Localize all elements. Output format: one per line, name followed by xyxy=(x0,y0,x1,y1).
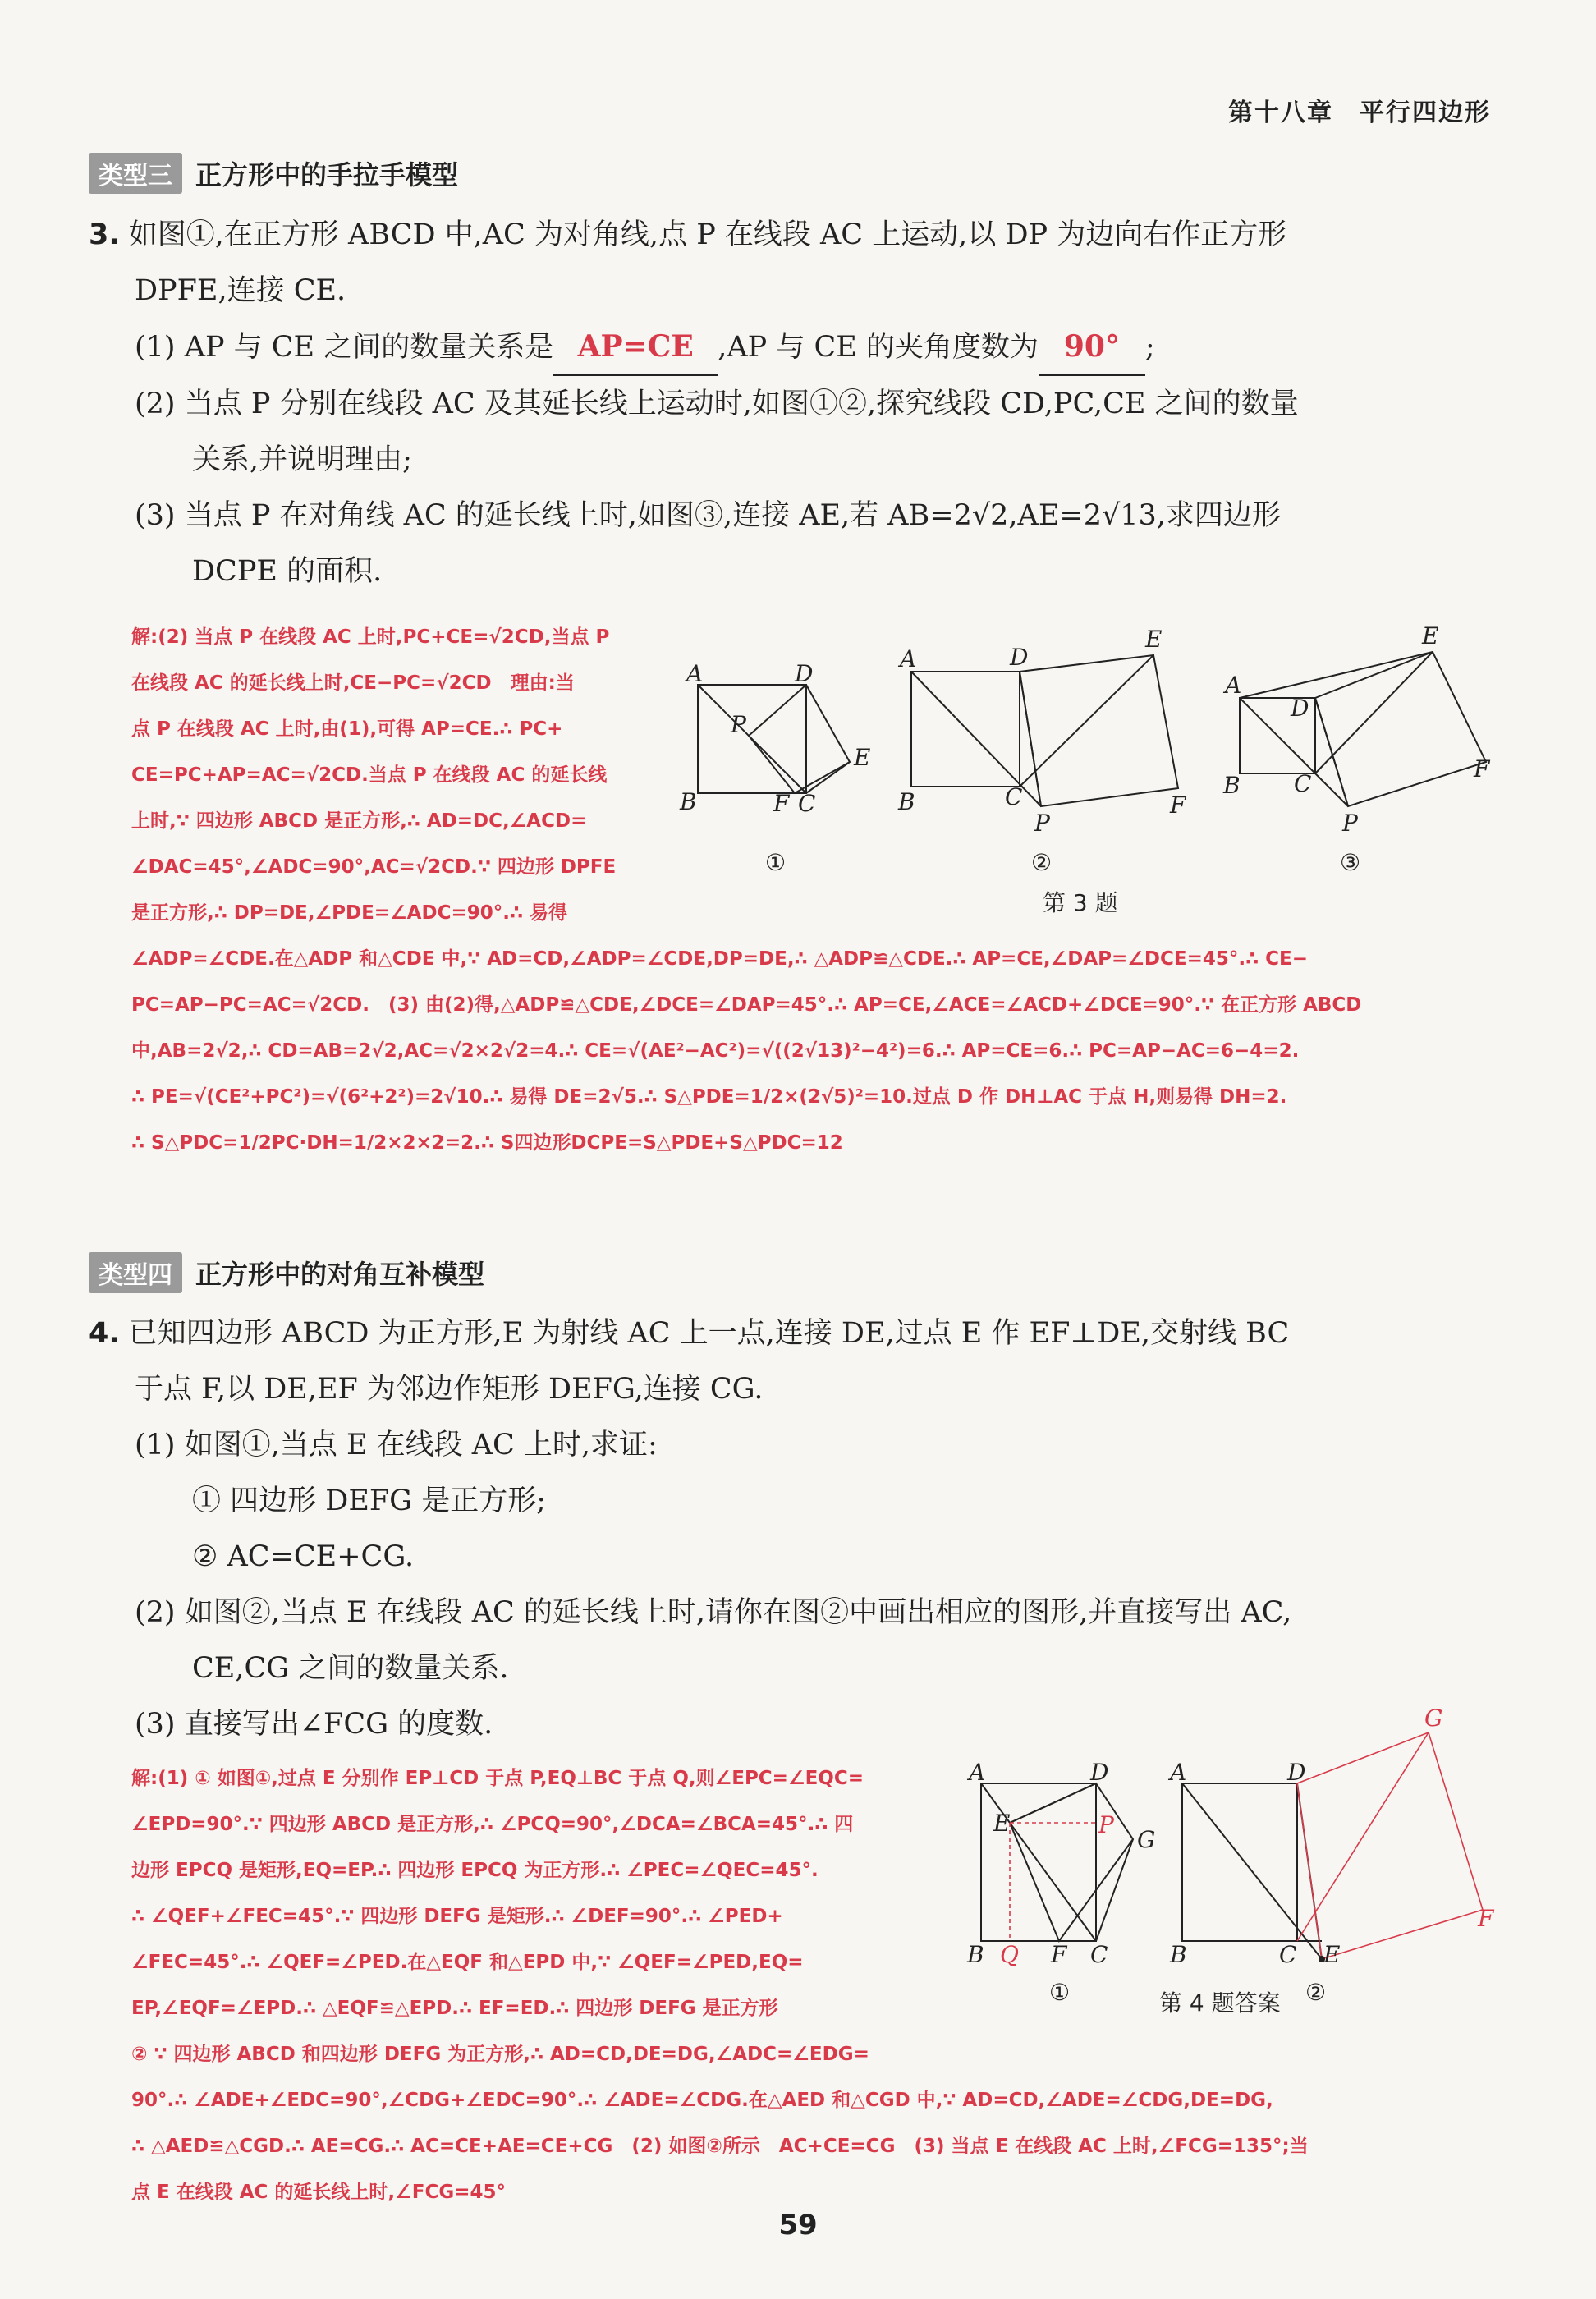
svg-text:E: E xyxy=(1145,626,1163,653)
q4-fig2-square-defg xyxy=(1297,1732,1483,1959)
question-4-part-1: (1) 如图①,当点 E 在线段 AC 上时,求证: xyxy=(135,1429,658,1462)
svg-text:F: F xyxy=(1170,792,1186,819)
question-3-part-3-line-1: (3) 当点 P 在对角线 AC 的延长线上时,如图③,连接 AE,若 AB=2√2,AE=2√13,求四边形 xyxy=(135,499,1281,532)
question-4-stem-1: 已知四边形 ABCD 为正方形,E 为射线 AC 上一点,连接 DE,过点 E 作 EF⊥DE,交射线 BC xyxy=(128,1317,1290,1350)
q4-fig-label-1: ① xyxy=(1049,1979,1071,2003)
svg-text:A: A xyxy=(1225,672,1242,699)
svg-text:D: D xyxy=(1291,695,1309,722)
section-4-title: 正方形中的对角互补模型 xyxy=(195,1259,485,1290)
svg-text:Q: Q xyxy=(1000,1941,1019,1968)
svg-text:B: B xyxy=(967,1941,984,1968)
page-number: 59 xyxy=(778,2209,818,2242)
q3-p1-text-a: (1) AP 与 CE 之间的数量关系是 xyxy=(135,331,554,364)
q3-answer-2: 90° xyxy=(1039,319,1145,376)
svg-text:P: P xyxy=(731,711,746,738)
q3-solution-line: CE=PC+AP=AC=√2CD.当点 P 在线段 AC 的延长线 xyxy=(131,764,608,786)
svg-text:B: B xyxy=(680,788,697,815)
q3-solution-line: 解:(2) 当点 P 在线段 AC 上时,PC+CE=√2CD,当点 P xyxy=(131,626,610,648)
svg-text:F: F xyxy=(1478,1905,1494,1932)
question-4-number: 4. xyxy=(89,1317,120,1350)
q4-solution-line: 90°.∴ ∠ADE+∠EDC=90°,∠CDG+∠EDC=90°.∴ ∠ADE=∠CDG.在△AED 和△CGD 中,∵ AD=CD,∠ADE=∠CDG,DE=DG, xyxy=(131,2090,1273,2111)
svg-text:P: P xyxy=(1342,810,1358,837)
q4-figures xyxy=(961,1708,1502,2003)
q4-solution-wide xyxy=(131,2077,1494,2215)
q3-fig-label-2: ② xyxy=(1031,849,1053,876)
q4-solution-line: EP,∠EQF=∠EPD.∴ △EQF≌△EPD.∴ EF=ED.∴ 四边形 DEFG 是正方形 xyxy=(131,1998,778,2019)
q3-figure-labels xyxy=(679,622,1491,837)
question-3-part-3-line-2: DCPE 的面积. xyxy=(192,555,383,588)
section-3-heading xyxy=(89,153,458,194)
q4-solution-narrow xyxy=(131,1755,961,2077)
question-4-part-2-line-2: CE,CG 之间的数量关系. xyxy=(192,1652,509,1685)
question-3 xyxy=(89,207,1509,599)
q3-solution-line: PC=AP−PC=AC=√2CD. (3) 由(2)得,△ADP≌△CDE,∠DCE=∠DAP=45°.∴ AP=CE,∠ACE=∠ACD+∠DCE=90°.∵ 在正方形 ABCD xyxy=(131,994,1362,1016)
q3-solution-line: ∴ S△PDC=1/2PC·DH=1/2×2×2=2.∴ S四边形DCPE=S△PDE+S△PDC=12 xyxy=(131,1132,843,1154)
q3-solution-line: ∴ PE=√(CE²+PC²)=√(6²+2²)=2√10.∴ 易得 DE=2√5.∴ S△PDE=1/2×(2√5)²=10.过点 D 作 DH⊥AC 于点 H,则易得 DH=2. xyxy=(131,1086,1287,1108)
q4-solution-line: 点 E 在线段 AC 的延长线上时,∠FCG=45° xyxy=(131,2182,507,2203)
q3-fig-label-3: ③ xyxy=(1340,849,1361,876)
q3-p1-text-b: ,AP 与 CE 的夹角度数为 xyxy=(718,331,1039,364)
q3-solution-line: 在线段 AC 的延长线上时,CE−PC=√2CD 理由:当 xyxy=(131,672,575,694)
question-4 xyxy=(89,1306,1509,1752)
section-3-title: 正方形中的手拉手模型 xyxy=(195,159,459,190)
q4-solution-line: ∠EPD=90°.∵ 四边形 ABCD 是正方形,∴ ∠PCQ=90°,∠DCA=∠BCA=45°.∴ 四 xyxy=(131,1814,854,1835)
svg-text:E: E xyxy=(1422,622,1439,649)
question-3-part-1 xyxy=(89,319,1509,376)
q3-solution-line: 中,AB=2√2,∴ CD=AB=2√2,AC=√2×2√2=4.∴ CE=√(AE²−AC²)=√((2√13)²−4²)=6.∴ AP=CE=6.∴ PC=AP−AC=6−4=2. xyxy=(131,1040,1300,1062)
svg-text:D: D xyxy=(1090,1759,1109,1786)
q3-solution-line: ∠ADP=∠CDE.在△ADP 和△CDE 中,∵ AD=CD,∠ADP=∠CDE,DP=DE,∴ △ADP≌△CDE.∴ AP=CE,∠DAP=∠DCE=45°.∴ CE− xyxy=(131,948,1308,970)
fig2-square-dpfe xyxy=(1020,655,1178,806)
q3-caption: 第 3 题 xyxy=(1043,889,1118,916)
q3-solution-line: 点 P 在线段 AC 上时,由(1),可得 AP=CE.∴ PC+ xyxy=(131,718,563,740)
svg-text:A: A xyxy=(900,645,917,672)
q4-solution-line: ② ∵ 四边形 ABCD 和四边形 DEFG 为正方形,∴ AD=CD,DE=DG,∠ADC=∠EDG= xyxy=(131,2044,869,2065)
question-4-part-1-i: ① 四边形 DEFG 是正方形; xyxy=(192,1484,547,1517)
q3-fig-label-1: ① xyxy=(765,849,787,876)
svg-text:F: F xyxy=(1474,755,1490,782)
svg-text:D: D xyxy=(1287,1759,1306,1786)
svg-text:B: B xyxy=(1223,772,1241,799)
question-3-number: 3. xyxy=(89,218,120,251)
section-3-tag: 类型三 xyxy=(89,153,182,194)
section-4-tag: 类型四 xyxy=(89,1252,182,1293)
question-4-part-3: (3) 直接写出∠FCG 的度数. xyxy=(135,1708,493,1741)
section-4-heading xyxy=(89,1252,484,1293)
svg-text:C: C xyxy=(1090,1941,1108,1968)
svg-text:A: A xyxy=(969,1759,986,1786)
svg-text:A: A xyxy=(1170,1759,1187,1786)
svg-text:C: C xyxy=(1005,783,1023,810)
svg-text:F: F xyxy=(1051,1941,1067,1968)
svg-text:E: E xyxy=(993,1810,1011,1837)
svg-text:C: C xyxy=(1294,770,1312,797)
q4-solution-line: 解:(1) ① 如图①,过点 E 分别作 EP⊥CD 于点 P,EQ⊥BC 于点 Q,则∠EPC=∠EQC= xyxy=(131,1768,864,1789)
svg-text:F: F xyxy=(773,790,790,817)
q3-solution-line: ∠DAC=45°,∠ADC=90°,AC=√2CD.∵ 四边形 DPFE xyxy=(131,856,617,878)
svg-text:P: P xyxy=(1098,1811,1114,1838)
svg-text:C: C xyxy=(798,790,816,817)
q4-fig2-square-abcd xyxy=(1182,1783,1297,1941)
svg-text:E: E xyxy=(854,744,871,771)
svg-text:B: B xyxy=(898,788,915,815)
q3-p1-text-c: ; xyxy=(1144,331,1155,364)
svg-text:P: P xyxy=(1034,810,1050,837)
q3-answer-1: AP=CE xyxy=(553,319,718,376)
chapter-header: 第十八章 平行四边形 xyxy=(1228,99,1491,127)
q4-fig-label-2: ② xyxy=(1305,1979,1327,2003)
svg-text:G: G xyxy=(1137,1826,1156,1853)
svg-text:A: A xyxy=(686,660,704,687)
svg-text:B: B xyxy=(1170,1941,1187,1968)
q4-figure-labels xyxy=(966,1708,1495,1968)
question-3-stem-2: DPFE,连接 CE. xyxy=(135,274,346,307)
q4-solution-line: 边形 EPCQ 是矩形,EQ=EP.∴ 四边形 EPCQ 为正方形.∴ ∠PEC=∠QEC=45°. xyxy=(131,1860,819,1881)
question-4-part-2-line-1: (2) 如图②,当点 E 在线段 AC 的延长线上时,请你在图②中画出相应的图形,并直接写出 AC, xyxy=(135,1596,1292,1629)
svg-text:E: E xyxy=(1323,1941,1341,1968)
q4-fig1-square-defg xyxy=(1010,1783,1133,1941)
q3-solution-line: 上时,∵ 四边形 ABCD 是正方形,∴ AD=DC,∠ACD= xyxy=(131,810,587,832)
svg-text:D: D xyxy=(1010,644,1029,671)
question-3-stem-1: 如图①,在正方形 ABCD 中,AC 为对角线,点 P 在线段 AC 上运动,以 DP 为边向右作正方形 xyxy=(128,218,1287,251)
svg-text:D: D xyxy=(795,660,814,687)
question-3-part-2-line-1: (2) 当点 P 分别在线段 AC 及其延长线上运动时,如图①②,探究线段 CD,PC,CE 之间的数量 xyxy=(135,388,1299,420)
question-4-part-1-ii: ② AC=CE+CG. xyxy=(192,1540,415,1573)
question-3-part-2-line-2: 关系,并说明理由; xyxy=(192,443,412,476)
q4-solution-line: ∠FEC=45°.∴ ∠QEF=∠PED.在△EQF 和△EPD 中,∵ ∠QEF=∠PED,EQ= xyxy=(131,1952,804,1973)
question-4-stem-2: 于点 F,以 DE,EF 为邻边作矩形 DEFG,连接 CG. xyxy=(135,1373,764,1406)
q3-figures xyxy=(673,616,1511,928)
q4-caption: 第 4 题答案 xyxy=(1159,1989,1281,2017)
svg-text:G: G xyxy=(1424,1708,1443,1732)
q3-solution-wide xyxy=(131,936,1494,1166)
q3-solution-narrow xyxy=(131,614,673,936)
q3-solution-line: 是正方形,∴ DP=DE,∠PDE=∠ADC=90°.∴ 易得 xyxy=(131,902,567,924)
svg-text:C: C xyxy=(1279,1941,1297,1968)
q4-solution-line: ∴ △AED≌△CGD.∴ AE=CG.∴ AC=CE+AE=CE+CG (2) 如图②所示 AC+CE=CG (3) 当点 E 在线段 AC 上时,∠FCG=135°;当 xyxy=(131,2136,1309,2157)
q4-solution-line: ∴ ∠QEF+∠FEC=45°.∵ 四边形 DEFG 是矩形.∴ ∠DEF=90°.∴ ∠PED+ xyxy=(131,1906,783,1927)
